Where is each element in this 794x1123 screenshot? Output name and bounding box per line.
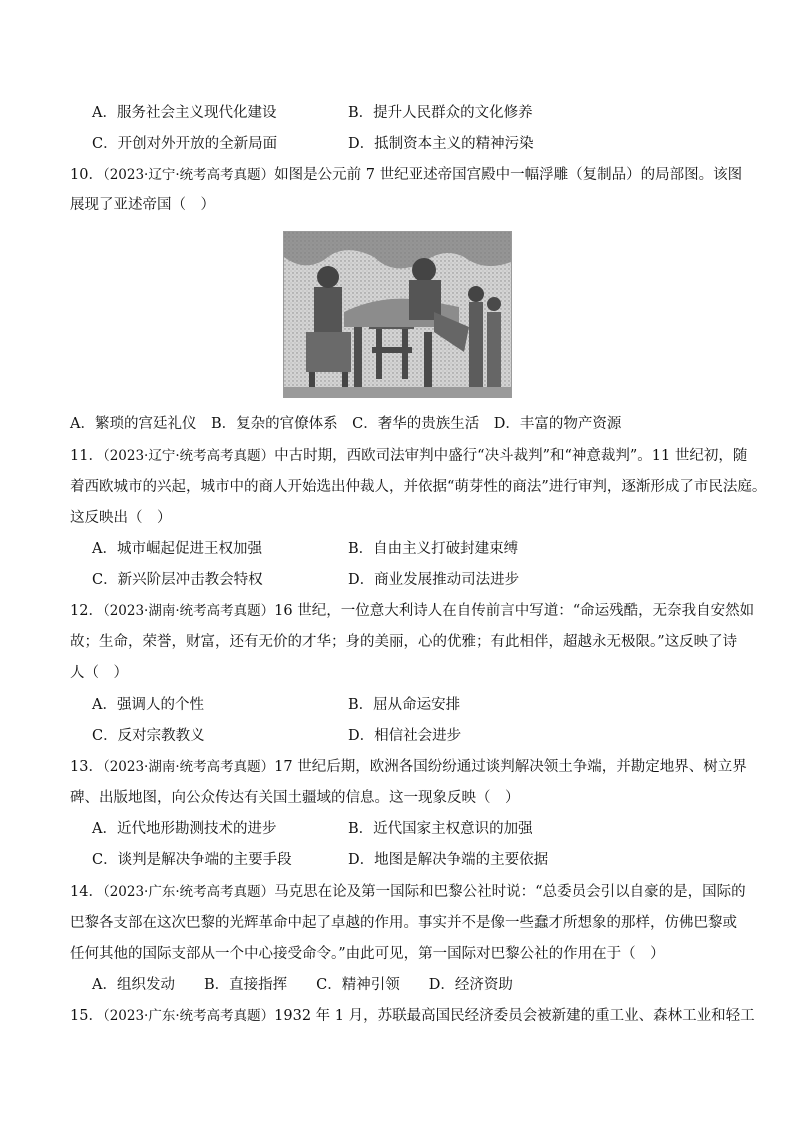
question-text: 1932 年 1 月，苏联最高国民经济委员会被新建的重工业、森林工业和轻工: [274, 1008, 755, 1024]
question-11-text-cont: 着西欧城市的兴起，城市中的商人开始选出仲裁人，并依据“萌芽性的商法”进行审判，逐渐形成了市民法庭。: [70, 479, 767, 495]
question-source: （2023·广东·统考高考真题）: [102, 884, 275, 900]
question-text: 中古时期，西欧司法审判中盛行“决斗裁判”和“神意裁判”。11 世纪初，随: [274, 448, 748, 464]
question-10: [70, 165, 742, 185]
question-14: [70, 882, 746, 902]
option-a: A．强调人的个性: [92, 697, 204, 713]
question-12: [70, 601, 754, 621]
question-10-options: A．繁琐的宫廷礼仪 B．复杂的官僚体系 C．奢华的贵族生活 D．丰富的物产资源: [70, 416, 622, 432]
option-a: A．近代地形勘测技术的进步: [92, 821, 277, 837]
question-text: 如图是公元前 7 世纪亚述帝国宫殿中一幅浮雕（复制品）的局部图。该图: [274, 167, 743, 183]
question-15: [70, 1006, 755, 1026]
question-number: 14．: [70, 884, 103, 900]
question-number: 13．: [70, 759, 103, 775]
option-b: B．自由主义打破封建束缚: [348, 541, 519, 557]
question-text: 马克思在论及第一国际和巴黎公社时说：“总委员会引以自豪的是，国际的: [274, 884, 746, 900]
assyrian-relief-image: [283, 231, 512, 398]
question-14-text-cont2: 任何其他的国际支部从一个中心接受命令。”由此可见，第一国际对巴黎公社的作用在于（ ）: [70, 946, 665, 962]
option-d: D．相信社会进步: [348, 728, 462, 744]
question-number: 15．: [70, 1008, 103, 1024]
option-a: A．城市崛起促进王权加强: [92, 541, 262, 557]
question-10-text-cont: 展现了亚述帝国（ ）: [70, 197, 215, 213]
question-number: 10．: [70, 167, 103, 183]
question-14-options: A．组织发动 B．直接指挥 C．精神引领 D．经济资助: [92, 977, 513, 993]
question-text: 17 世纪后期，欧洲各国纷纷通过谈判解决领土争端，并勘定地界、树立界: [274, 759, 747, 775]
question-14-text-cont: 巴黎各支部在这次巴黎的光辉革命中起了卓越的作用。事实并不是像一些蠢才所想象的那样，仿佛巴黎或: [70, 915, 737, 931]
question-source: （2023·辽宁·统考高考真题）: [102, 448, 275, 464]
option-c: C．谈判是解决争端的主要手段: [92, 852, 292, 868]
question-source: （2023·辽宁·统考高考真题）: [102, 167, 275, 183]
question-source: （2023·湖南·统考高考真题）: [102, 603, 275, 619]
option-b: B．近代国家主权意识的加强: [348, 821, 533, 837]
question-12-text-cont2: 人（ ）: [70, 665, 128, 681]
question-source: （2023·广东·统考高考真题）: [102, 1008, 275, 1024]
option-d: D．抵制资本主义的精神污染: [348, 136, 534, 152]
question-11-text-cont2: 这反映出（ ）: [70, 510, 172, 526]
question-13: [70, 757, 747, 777]
option-c: C．新兴阶层冲击教会特权: [92, 572, 263, 588]
option-d: D．地图是解决争端的主要依据: [348, 852, 549, 868]
option-a: A．服务社会主义现代化建设: [92, 105, 277, 121]
option-b: B．提升人民群众的文化修养: [348, 105, 533, 121]
question-11: [70, 446, 747, 466]
question-number: 12．: [70, 603, 103, 619]
question-text: 16 世纪，一位意大利诗人在自传前言中写道：“命运残酷，无奈我自安然如: [274, 603, 755, 619]
option-b: B．屈从命运安排: [348, 697, 461, 713]
question-number: 11．: [70, 448, 103, 464]
question-source: （2023·湖南·统考高考真题）: [102, 759, 275, 775]
question-12-text-cont: 故；生命，荣誉，财富，还有无价的才华；身的美丽，心的优雅；有此相伴，超越永无极限。”这反映了诗: [70, 634, 738, 650]
option-d: D．商业发展推动司法进步: [348, 572, 520, 588]
question-13-text-cont: 碑、出版地图，向公众传达有关国土疆域的信息。这一现象反映（ ）: [70, 790, 520, 806]
option-c: C．开创对外开放的全新局面: [92, 136, 278, 152]
option-c: C．反对宗教教义: [92, 728, 205, 744]
